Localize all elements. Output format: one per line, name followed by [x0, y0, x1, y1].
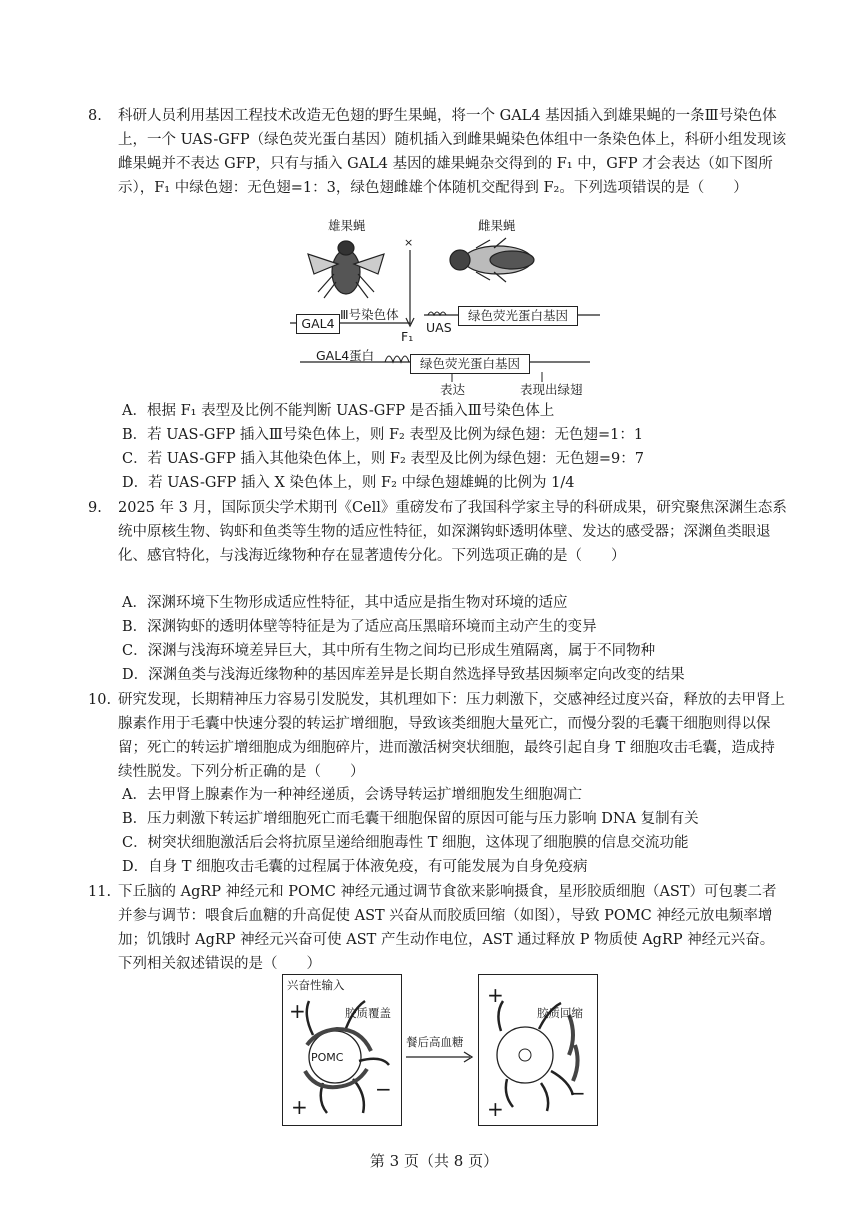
- q9-option-a: A．深渊环境下生物形成适应性特征，其中适应是指生物对环境的适应: [122, 595, 568, 611]
- phenotype-label: 表现出绿翅: [520, 382, 583, 397]
- gfp-gene-box-f1: 绿色荧光蛋白基因: [410, 354, 530, 374]
- express-label: 表达: [440, 382, 466, 397]
- question-stem: 下丘脑的 AgRP 神经元和 POMC 神经元通过调节食欲来影响摄食，星形胶质细胞（AST）可包裹二者并参与调节：喂食后血糖的升高促使 AST 兴奋从而胶质回缩（如图），导致 POMC 神经元放电频率增加；饥饿时 AgRP 神经元兴奋可使 AST 产生动作电位，AST 通过释放 P 物质使 AgRP 神经元兴奋。下列相关叙述错误的是（ ）: [118, 884, 777, 972]
- plus-sign: +: [487, 983, 504, 1007]
- uas-label: UAS: [426, 320, 452, 335]
- q8-option-c: C．若 UAS-GFP 插入其他染色体上，则 F₂ 表型及比例为绿色翅：无色翅=9：7: [122, 451, 645, 467]
- q10-option-a: A．去甲肾上腺素作为一种神经递质，会诱导转运扩增细胞发生细胞凋亡: [122, 787, 582, 803]
- astrocyte-diagram: [282, 974, 602, 1130]
- minus-sign: −: [375, 1077, 392, 1101]
- fruitfly-cross-diagram: [280, 214, 620, 396]
- page-footer: 第 3 页（共 8 页）: [369, 1152, 499, 1170]
- question-stem: 科研人员利用基因工程技术改造无色翅的野生果蝇，将一个 GAL4 基因插入到雄果蝇的一条Ⅲ号染色体上，一个 UAS-GFP（绿色荧光蛋白基因）随机插入到雌果蝇染色体组中一条染色体上，科研小组发现该雌果蝇并不表达 GFP，只有与插入 GAL4 基因的雄果蝇杂交得到的 F₁ 中，GFP 才会表达（如下图所示），F₁ 中绿色翅：无色翅=1：3，绿色翅雌雄个体随机交配得到 F₂。下列选项错误的是（ ）: [118, 108, 787, 196]
- question-10: [88, 688, 788, 784]
- question-11: [88, 880, 788, 976]
- plus-sign: +: [289, 999, 306, 1023]
- question-stem: 研究发现，长期精神压力容易引发脱发，其机理如下：压力刺激下，交感神经过度兴奋，释放的去甲肾上腺素作用于毛囊中快速分裂的转运扩增细胞，导致该类细胞大量死亡，而慢分裂的毛囊干细胞则得以保留；死亡的转运扩增细胞成为细胞碎片，进而激活树突状细胞，最终引起自身 T 细胞攻击毛囊，造成持续性脱发。下列分析正确的是（ ）: [118, 692, 785, 780]
- question-number: 8.: [88, 108, 102, 124]
- female-fly-icon: [450, 238, 534, 282]
- question-number: 11.: [88, 884, 112, 900]
- q10-option-d: D．自身 T 细胞攻击毛囊的过程属于体液免疫，有可能发展为自身免疫病: [122, 859, 588, 875]
- cross-symbol: ×: [404, 236, 414, 249]
- q9-option-b: B．深渊钩虾的透明体壁等特征是为了适应高压黑暗环境而主动产生的变异: [122, 619, 597, 635]
- glial-cover-label: 胶质覆盖: [345, 1006, 391, 1020]
- right-panel: [478, 974, 598, 1126]
- left-panel: [282, 974, 402, 1126]
- minus-sign: −: [569, 1081, 586, 1105]
- plus-sign: +: [487, 1097, 504, 1121]
- chromosome-3-label: Ⅲ号染色体: [340, 307, 399, 322]
- question-number: 10.: [88, 692, 112, 708]
- gal4-gene-box: GAL4: [296, 314, 340, 334]
- q8-option-a: A．根据 F₁ 表型及比例不能判断 UAS-GFP 是否插入Ⅲ号染色体上: [122, 403, 555, 419]
- male-fly-label: 雄果蝇: [328, 218, 366, 233]
- q9-option-d: D．深渊鱼类与浅海近缘物种的基因库差异是长期自然选择导致基因频率定向改变的结果: [122, 667, 685, 683]
- postmeal-hyperglycemia-label: 餐后高血糖: [406, 1035, 464, 1049]
- pomc-label: POMC: [311, 1051, 344, 1064]
- question-stem: 2025 年 3 月，国际顶尖学术期刊《Cell》重磅发布了我国科学家主导的科研成果，研究聚焦深渊生态系统中原核生物、钩虾和鱼类等生物的适应性特征，如深渊钩虾透明体壁、发达的感受器；深渊鱼类眼退化、感官特化，与浅海近缘物种存在显著遗传分化。下列选项正确的是（ ）: [118, 500, 787, 564]
- female-fly-label: 雌果蝇: [478, 218, 516, 233]
- question-9: [88, 496, 788, 568]
- glial-retract-label: 胶质回缩: [537, 1006, 583, 1020]
- q8-option-b: B．若 UAS-GFP 插入Ⅲ号染色体上，则 F₂ 表型及比例为绿色翅：无色翅=1：1: [122, 427, 644, 443]
- plus-sign: +: [291, 1095, 308, 1119]
- q9-option-c: C．深渊与浅海环境差异巨大，其中所有生物之间均已形成生殖隔离，属于不同物种: [122, 643, 656, 659]
- q10-option-b: B．压力刺激下转运扩增细胞死亡而毛囊干细胞保留的原因可能与压力影响 DNA 复制有关: [122, 811, 699, 827]
- gal4-protein-label: GAL4蛋白: [316, 348, 375, 363]
- f1-label: F₁: [401, 329, 414, 344]
- question-number: 9.: [88, 500, 102, 516]
- arrow-right-icon: [404, 1050, 476, 1064]
- q8-option-d: D．若 UAS-GFP 插入 X 染色体上，则 F₂ 中绿色翅雄蝇的比例为 1/4: [122, 475, 575, 491]
- male-fly-icon: [308, 241, 384, 298]
- excitatory-input-label: 兴奋性输入: [287, 978, 345, 992]
- question-8: [88, 104, 788, 200]
- q10-option-c: C．树突状细胞激活后会将抗原呈递给细胞毒性 T 细胞，这体现了细胞膜的信息交流功能: [122, 835, 689, 851]
- gfp-gene-box: 绿色荧光蛋白基因: [458, 306, 578, 326]
